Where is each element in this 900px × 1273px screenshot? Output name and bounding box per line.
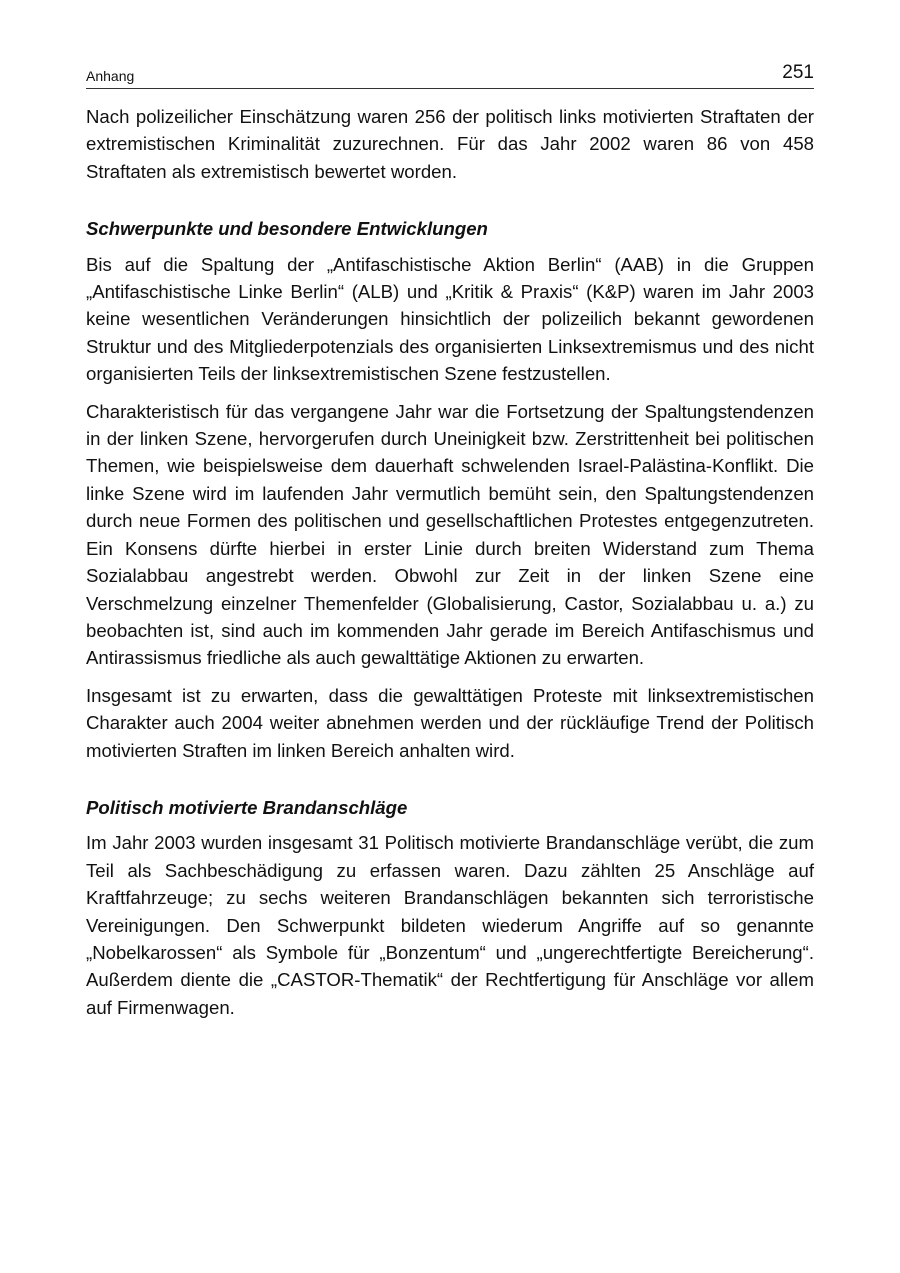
section-heading-brandanschlaege: Politisch motivierte Brandanschläge (86, 796, 408, 818)
paragraph-5: Im Jahr 2003 wurden insgesamt 31 Politisch motivierte Brandanschläge verübt, die zum Teil als Sachbeschädigung zu erfassen waren. Dazu zählten 25 Anschläge auf Kraftfahrzeuge; zu sechs weiteren Brandanschlägen bekannten sich terroristische Vereinigungen. Den Schwerpunkt bildeten wiederum Angriffe auf so genannte „Nobelkarossen“ als Symbole für „Bonzentum“ und „ungerechtfertigte Bereicherung“. Außerdem diente die „CASTOR-Thematik“ der Rechtfertigung für Anschläge vor allem auf Firmenwagen. (86, 832, 814, 1018)
paragraph-2: Bis auf die Spaltung der „Antifaschistische Aktion Berlin“ (AAB) in die Gruppen „Antifaschistische Linke Berlin“ (ALB) und „Kritik & Praxis“ (K&P) waren im Jahr 2003 keine wesentlichen Veränderungen hinsichtlich der polizeilich bekannt gewordenen Struktur und des Mitgliederpotenzials des organisierten Linksextremismus und des nicht organisierten Teils der linksextremistischen Szene festzustellen. (86, 253, 814, 385)
header-section-title: Anhang (86, 68, 135, 84)
paragraph-1: Nach polizeilicher Einschätzung waren 256 der politisch links motivierten Straftaten der extremistischen Kriminalität zuzurechnen. Für das Jahr 2002 waren 86 von 458 Straftaten als extremistisch bewertet worden. (86, 106, 814, 182)
page-number: 251 (782, 62, 814, 83)
running-header (86, 62, 814, 89)
paragraph-4: Insgesamt ist zu erwarten, dass die gewalttätigen Proteste mit linksextremistischen Charakter auch 2004 weiter abnehmen werden und der rückläufige Trend der Politisch motivierten Straften im linken Bereich anhalten wird. (86, 684, 814, 761)
paragraph-3: Charakteristisch für das vergangene Jahr war die Fortsetzung der Spaltungstendenzen in der linken Szene, hervorgerufen durch Uneinigkeit bzw. Zerstrittenheit bei politischen Themen, wie beispielsweise dem dauerhaft schwelenden Israel-Palästina-Konflikt. Die linke Szene wird im laufenden Jahr vermutlich bemüht sein, den Spaltungstendenzen durch neue Formen des politischen und gesellschaftlichen Protestes entgegenzutreten. Ein Konsens dürfte hierbei in erster Linie durch breiten Widerstand zum Thema Sozialabbau angestrebt werden. Obwohl zur Zeit in der linken Szene eine Verschmelzung einzelner Themenfelder (Globalisierung, Castor, Sozialabbau u. a.) zu beobachten ist, sind auch im kommenden Jahr gerade im Bereich Antifaschismus und Antirassismus friedliche als auch gewalttätige Aktionen zu erwarten. (86, 400, 814, 669)
section-heading-schwerpunkte: Schwerpunkte und besondere Entwicklungen (86, 218, 488, 240)
body-text (86, 103, 814, 1031)
